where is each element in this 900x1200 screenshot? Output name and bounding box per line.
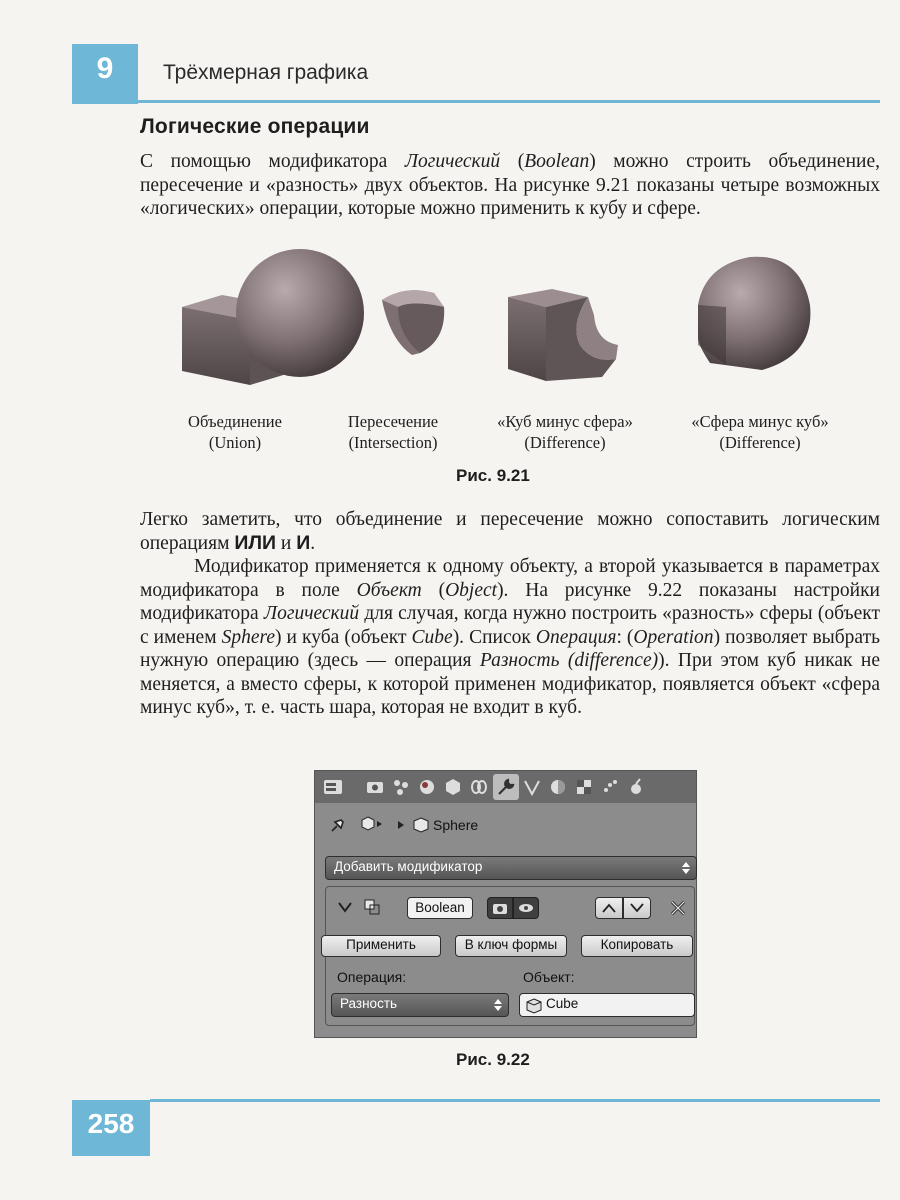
paragraph-logic: Легко заметить, что объединение и пересечение можно сопоставить логическим операциям ИЛИ и И. xyxy=(140,509,880,554)
eye-icon xyxy=(518,902,534,914)
label-union: Объединение (Union) xyxy=(188,412,282,452)
label-intersection: Пересечение (Intersection) xyxy=(347,412,439,452)
render-icon[interactable] xyxy=(365,777,385,797)
breadcrumb-arrow-icon xyxy=(397,820,405,830)
texture-icon[interactable] xyxy=(574,777,594,797)
cube-minus-sphere-shape xyxy=(508,289,618,381)
footer-rule xyxy=(150,1099,880,1102)
boolean-modifier-icon xyxy=(363,898,381,916)
cube-icon xyxy=(526,998,542,1014)
down-arrow-icon xyxy=(630,903,644,913)
object-data-icon xyxy=(361,815,383,833)
render-toggle[interactable] xyxy=(487,897,513,919)
section-title: Логические операции xyxy=(140,115,370,138)
world-icon[interactable] xyxy=(417,777,437,797)
intro-paragraph: С помощью модификатора Логический (Boolean) можно строить объединение, пересечение и «разность» двух объектов. На рисунке 9.21 показаны четыре возможных «логических» операции, которые можно применить к кубу и сфере. xyxy=(140,151,880,219)
camera-icon xyxy=(492,901,508,915)
move-down-button[interactable] xyxy=(623,897,651,919)
sphere-minus-cube-shape xyxy=(698,257,810,370)
label-sphere-minus-cube: «Сфера минус куб» (Difference) xyxy=(691,412,829,452)
page-number: 258 xyxy=(87,1108,135,1139)
shape-key-button[interactable]: В ключ формы xyxy=(455,935,567,957)
mesh-object-icon xyxy=(413,817,429,833)
chapter-title: Трёхмерная графика xyxy=(163,61,369,84)
properties-toolbar xyxy=(315,771,696,803)
intersection-shape xyxy=(382,290,444,355)
material-icon[interactable] xyxy=(548,777,568,797)
apply-button[interactable]: Применить xyxy=(321,935,441,957)
operation-label: Операция: xyxy=(337,969,407,985)
updown-arrows-icon xyxy=(682,862,690,874)
editor-type-icon[interactable] xyxy=(323,777,343,797)
data-icon[interactable] xyxy=(522,777,542,797)
add-modifier-label: Добавить модификатор xyxy=(334,859,483,874)
figure-9-21-caption: Рис. 9.21 xyxy=(456,466,530,485)
operation-select[interactable] xyxy=(331,993,509,1017)
object-value: Cube xyxy=(546,996,579,1011)
particles-icon[interactable] xyxy=(600,777,620,797)
select-arrows-icon xyxy=(494,999,502,1011)
collapse-arrow-icon[interactable] xyxy=(337,901,353,913)
move-up-button[interactable] xyxy=(595,897,623,919)
header-rule xyxy=(138,100,880,103)
chapter-number: 9 xyxy=(96,52,114,85)
viewport-toggle[interactable] xyxy=(513,897,539,919)
up-arrow-icon xyxy=(602,903,616,913)
paragraph-modifier: Модификатор применяется к одному объекту, а второй указывается в параметрах модификатора в поле Объект (Object). На рисунке 9.22 показаны настройки модификатора Логический для случая, когда нужно построить «разность» сферы (объект с именем Sphere) и куба (объект Cube). Список Операция: (Operation) позволяет выбрать нужную операцию (здесь — операция Разность (difference)). При этом куб никак не меняется, а вместо сферы, к которой применен модификатор, появляется объект «сфера минус куб», т. е. часть шара, которая не входит в куб. xyxy=(140,556,880,718)
copy-button[interactable]: Копировать xyxy=(581,935,693,957)
object-field[interactable] xyxy=(519,993,695,1017)
scene-icon[interactable] xyxy=(391,777,411,797)
constraints-icon[interactable] xyxy=(469,777,489,797)
operation-value: Разность xyxy=(340,996,398,1011)
figure-9-21 xyxy=(150,245,830,410)
union-shape xyxy=(182,249,364,385)
modifier-panel xyxy=(314,770,697,1038)
pin-icon[interactable] xyxy=(329,816,347,834)
add-modifier-dropdown[interactable] xyxy=(325,856,697,880)
wrench-icon[interactable] xyxy=(496,777,516,797)
remove-modifier-icon[interactable] xyxy=(669,899,687,917)
object-name: Sphere xyxy=(433,817,479,833)
object-label: Объект: xyxy=(523,969,575,985)
figure-9-22-caption: Рис. 9.22 xyxy=(456,1050,530,1069)
label-cube-minus-sphere: «Куб минус сфера» (Difference) xyxy=(497,412,633,452)
physics-icon[interactable] xyxy=(626,777,646,797)
object-icon[interactable] xyxy=(443,777,463,797)
modifier-name-field[interactable]: Boolean xyxy=(407,897,473,919)
